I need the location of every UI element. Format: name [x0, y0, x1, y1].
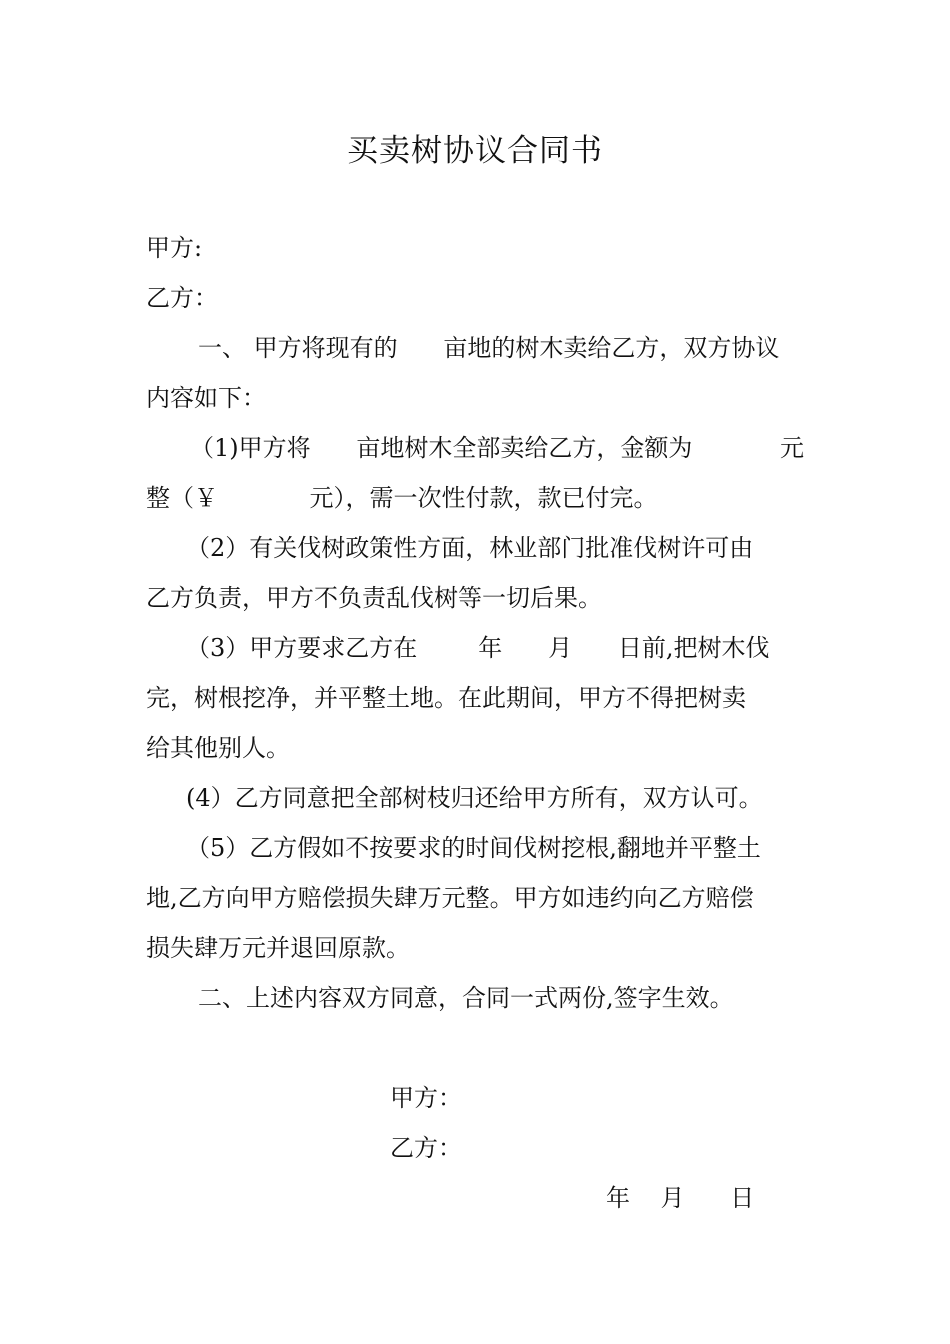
document-title: 买卖树协议合同书: [347, 133, 603, 169]
item-5-line-1: （5）乙方假如不按要求的时间伐树挖根,翻地并平整土: [186, 834, 761, 862]
item-2-line-1: （2）有关伐树政策性方面，林业部门批准伐树许可由: [186, 534, 754, 562]
item-5-line-3: 损失肆万元并退回原款。: [146, 934, 410, 962]
clause-1-line-2: 内容如下：: [146, 384, 266, 412]
item-1-line-1: [190, 423, 804, 473]
party-a-label: 甲方:: [146, 234, 203, 262]
clause-1-line-1: 一、 甲方将现有的 亩地的树木卖给乙方，双方协议: [198, 334, 780, 362]
party-b-label: 乙方：: [146, 284, 218, 312]
item-2-line-2: 乙方负责，甲方不负责乱伐树等一切后果。: [146, 584, 602, 612]
item-1-line-2: 整（￥ 元），需一次性付款，款已付完。: [146, 484, 658, 512]
item-5-line-2: 地,乙方向甲方赔偿损失肆万元整。甲方如违约向乙方赔偿: [146, 884, 754, 912]
item-3-line-2: 完，树根挖净，并平整土地。在此期间，甲方不得把树卖: [146, 684, 746, 712]
signature-date: 年 月 日: [606, 1184, 755, 1212]
item-1-line-1-unit: 元: [780, 434, 804, 462]
clause-2-line-1: 二、上述内容双方同意，合同一式两份,签字生效。: [198, 984, 734, 1012]
signature-party-b: 乙方：: [390, 1134, 462, 1162]
item-4-line-1: (4）乙方同意把全部树枝归还给甲方所有，双方认可。: [186, 784, 763, 812]
signature-party-a: 甲方：: [390, 1084, 462, 1112]
item-3-line-1: （3）甲方要求乙方在 年 月 日前,把树木伐: [186, 634, 770, 662]
item-3-line-3: 给其他别人。: [146, 734, 290, 762]
item-1-line-1-text: （1)甲方将 亩地树木全部卖给乙方，金额为: [190, 434, 693, 462]
